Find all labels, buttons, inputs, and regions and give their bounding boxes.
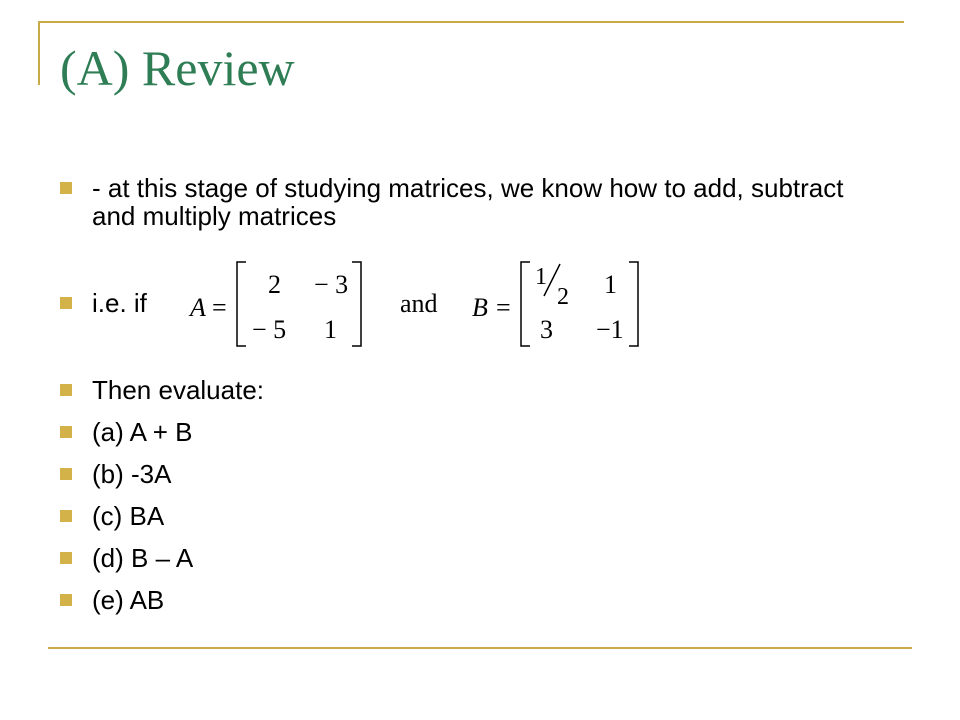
matrix-b-cell-22: −1: [596, 315, 624, 344]
matrix-a-label: A: [190, 293, 206, 322]
bullet-intro-text: - at this stage of studying matrices, we know how to add, subtract and multiply matrices: [92, 173, 844, 231]
matrix-b-cell-21: 3: [540, 315, 553, 344]
matrix-b-right-bracket: [629, 262, 638, 346]
bullet-marker: [60, 594, 72, 606]
bullet-ie-text: i.e. if: [92, 288, 147, 318]
left-rule: [38, 21, 40, 85]
top-rule: [38, 21, 904, 23]
bullet-part-d: (d) B – A: [92, 543, 194, 573]
slide-title: (A) Review: [60, 40, 295, 96]
bullet-part-b: (b) -3A: [92, 459, 172, 489]
matrix-a-left-bracket: [237, 262, 246, 346]
matrix-equation: [180, 256, 650, 352]
bullet-marker: [60, 297, 72, 309]
matrix-b-label: B: [472, 293, 488, 322]
equals-sign-b: =: [496, 293, 511, 322]
bullet-part-a: (a) A + B: [92, 417, 193, 447]
bullet-marker: [60, 182, 72, 194]
bullet-marker: [60, 468, 72, 480]
matrix-b-cell-11: [535, 264, 569, 310]
svg-text:2: 2: [557, 284, 569, 310]
matrix-a-cell-22: 1: [324, 315, 337, 344]
svg-text:1: 1: [535, 264, 547, 290]
bullet-marker: [60, 384, 72, 396]
matrix-a-right-bracket: [352, 262, 361, 346]
matrix-a-cell-11: 2: [268, 270, 281, 299]
matrix-a-cell-12: − 3: [314, 270, 349, 299]
bullet-part-e: (e) AB: [92, 585, 165, 615]
matrix-b-left-bracket: [521, 262, 530, 346]
equals-sign-a: =: [212, 293, 227, 322]
bottom-rule: [48, 647, 912, 649]
bullet-marker: [60, 552, 72, 564]
conjunction-and: and: [400, 289, 438, 318]
bullet-part-c: (c) BA: [92, 501, 165, 531]
matrix-b-cell-12: 1: [604, 270, 617, 299]
bullet-evaluate-text: Then evaluate:: [92, 375, 265, 405]
bullet-marker: [60, 426, 72, 438]
bullet-marker: [60, 510, 72, 522]
matrix-a-cell-21: − 5: [252, 315, 287, 344]
